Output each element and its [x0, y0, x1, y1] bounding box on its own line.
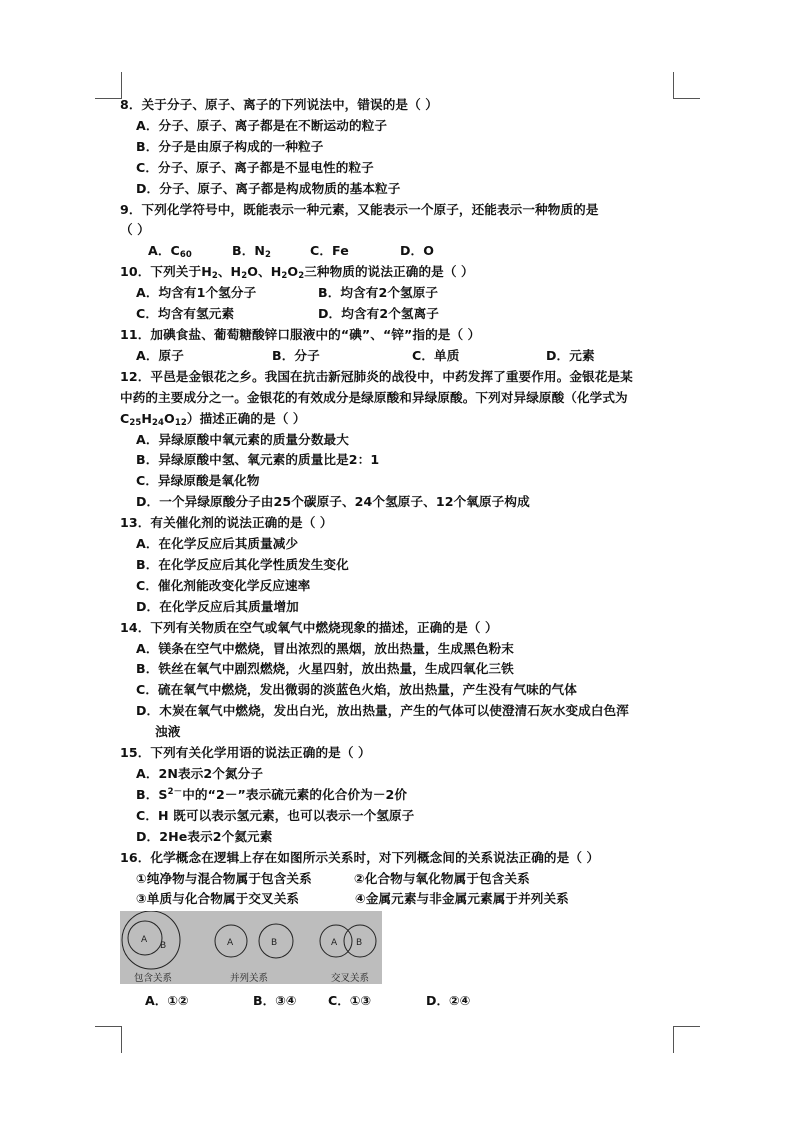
crop-mark-top-left [95, 72, 122, 99]
question-14-option-a: A．镁条在空气中燃烧，冒出浓烈的黑烟，放出热量，生成黑色粉末 [136, 640, 514, 656]
question-15-option-a: A．2N表示2个氮分子 [136, 766, 264, 781]
question-16-option-a: A．①② [145, 993, 189, 1008]
question-13-option-d: D．在化学反应后其质量增加 [136, 598, 299, 614]
question-12-option-c: C．异绿原酸是氧化物 [136, 473, 260, 489]
question-9-options [120, 241, 680, 262]
parallel-label-b: B [271, 938, 278, 948]
question-12-stem-line2: 中药的主要成分之一。金银花的有效成分是绿原酸和异绿原酸。下列对异绿原酸（化学式为 [120, 389, 628, 405]
question-8-option-a: A．分子、原子、离子都是在不断运动的粒子 [136, 117, 388, 133]
question-14-option-b: B．铁丝在氧气中剧烈燃烧，火星四射，放出热量，生成四氧化三铁 [136, 661, 514, 677]
question-10-options-row1 [120, 283, 680, 304]
inclusion-label-a: A [141, 935, 148, 945]
inclusion-outer-circle [122, 911, 180, 969]
question-16-statement-1: ①纯净物与混合物属于包含关系 [136, 870, 312, 886]
question-12-stem-line1: 12．平邑是金银花之乡。我国在抗击新冠肺炎的战役中，中药发挥了重要作用。金银花是某 [120, 368, 633, 384]
question-16-option-c: C．①③ [328, 993, 372, 1008]
question-16-option-d: D．②④ [426, 993, 471, 1008]
crop-mark-bottom-right [673, 1026, 700, 1053]
diagram-label-intersection: 交叉关系 [331, 973, 370, 984]
question-8-option-b: B．分子是由原子构成的一种粒子 [136, 138, 324, 154]
question-10-option-b: B．均含有2个氢原子 [318, 285, 439, 301]
question-8-stem: 8．关于分子、原子、离子的下列说法中，错误的是（ ） [120, 97, 438, 112]
question-10-option-a: A．均含有1个氢分子 [136, 285, 257, 301]
question-9-option-b: B．$N_2$ [232, 243, 272, 261]
question-11-option-a: A．原子 [136, 347, 184, 363]
question-12-option-b: B．异绿原酸中氢、氧元素的质量比是2：1 [136, 452, 380, 468]
question-14-option-d-continued: 浊液 [155, 724, 181, 740]
question-16-statement-2: ②化合物与氧化物属于包含关系 [354, 870, 530, 886]
question-15-option-c: C．H 既可以表示氢元素，也可以表示一个氢原子 [136, 807, 415, 823]
question-16-options [145, 991, 470, 1011]
question-9-stem-bracket: （ ） [120, 222, 150, 238]
question-11-options [120, 346, 680, 367]
question-11-stem: 11．加碘食盐、葡萄糖酸锌口服液中的“碘”、“锌”指的是（ ） [120, 326, 481, 342]
question-9-option-a: A．$C_{60}$ [148, 243, 192, 261]
question-16-option-b: B．③④ [253, 993, 297, 1008]
question-10-stem: 10．下列关于$H_2$、$H_2O$、$H_2O_2$三种物质的说法正确的是（ ） [120, 264, 474, 282]
question-15-option-d: D．2He表示2个氦元素 [136, 828, 273, 844]
diagram-label-parallel: 并列关系 [230, 973, 269, 984]
question-12-stem-line3: $C_{25}H_{24}O_{12}$）描述正确的是（ ） [120, 410, 306, 428]
question-13-option-c: C．催化剂能改变化学反应速率 [136, 577, 311, 593]
relationship-diagram [120, 911, 382, 984]
intersection-label-b: B [356, 938, 363, 948]
question-11-option-b: B．分子 [272, 347, 320, 363]
question-10-option-d: D．均含有2个氢离子 [318, 306, 439, 322]
question-15-option-b: B．$S^{2-}$中的“2－”表示硫元素的化合价为－2价 [136, 786, 408, 802]
question-10-option-c: C．均含有氢元素 [136, 306, 235, 322]
question-14-stem: 14．下列有关物质在空气或氧气中燃烧现象的描述，正确的是（ ） [120, 619, 498, 635]
question-13-stem: 13．有关催化剂的说法正确的是（ ） [120, 515, 333, 531]
question-13-option-a: A．在化学反应后其质量减少 [136, 536, 299, 552]
question-9-option-c: C．Fe [310, 243, 349, 259]
question-8-option-d: D．分子、原子、离子都是构成物质的基本粒子 [136, 180, 401, 196]
inclusion-label-b: B [160, 941, 167, 951]
question-15-stem: 15．下列有关化学用语的说法正确的是（ ） [120, 745, 371, 761]
question-16-statement-4: ④金属元素与非金属元素属于并列关系 [355, 891, 569, 907]
diagram-label-inclusion: 包含关系 [134, 973, 173, 984]
question-11-option-c: C．单质 [412, 347, 460, 363]
question-12-option-a: A．异绿原酸中氧元素的质量分数最大 [136, 431, 349, 447]
question-13-option-b: B．在化学反应后其化学性质发生变化 [136, 556, 349, 572]
parallel-label-a: A [227, 938, 234, 948]
question-16-statements-row1 [120, 869, 680, 890]
crop-mark-bottom-left [95, 1026, 122, 1053]
question-16-statement-3: ③单质与化合物属于交叉关系 [136, 891, 300, 907]
question-12-option-d: D．一个异绿原酸分子由25个碳原子、24个氢原子、12个氧原子构成 [136, 494, 530, 510]
question-16-statements-row2 [120, 889, 680, 910]
intersection-label-a: A [331, 938, 338, 948]
question-14-option-d: D．木炭在氧气中燃烧，发出白光，放出热量，产生的气体可以使澄清石灰水变成白色浑 [136, 703, 629, 719]
question-16-stem: 16．化学概念在逻辑上存在如图所示关系时，对下列概念间的关系说法正确的是（ ） [120, 849, 600, 865]
question-9-stem: 9．下列化学符号中，既能表示一种元素，又能表示一个原子，还能表示一种物质的是 [120, 201, 599, 217]
question-11-option-d: D．元素 [546, 347, 595, 363]
question-8-option-c: C．分子、原子、离子都是不显电性的粒子 [136, 159, 374, 175]
question-list [120, 95, 680, 910]
question-14-option-c: C．硫在氧气中燃烧，发出微弱的淡蓝色火焰，放出热量，产生没有气味的气体 [136, 682, 577, 698]
question-10-options-row2 [120, 304, 680, 325]
question-9-option-d: D．O [400, 243, 435, 259]
